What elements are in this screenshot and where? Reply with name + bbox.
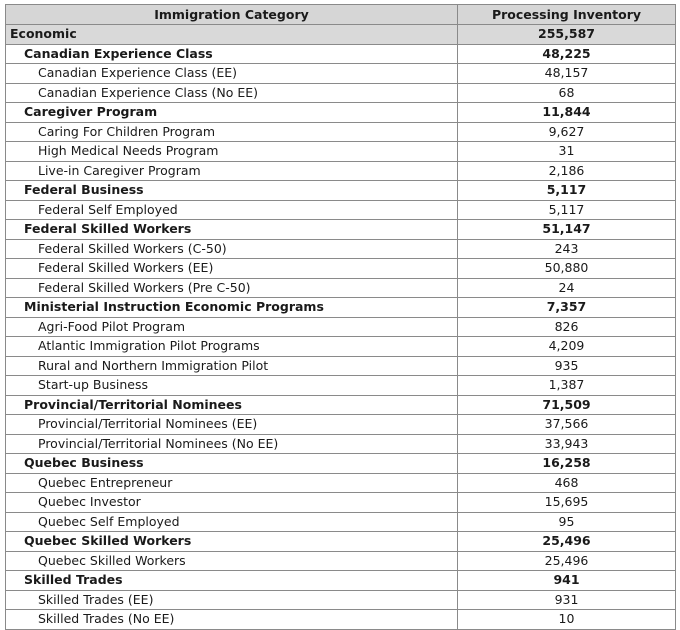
- table-row: [6, 161, 676, 181]
- table-row: [6, 278, 676, 298]
- table-row: [6, 142, 676, 162]
- table-row: [6, 434, 676, 454]
- header-immigration-category: Immigration Category: [6, 5, 458, 25]
- category-label: Federal Skilled Workers (Pre C-50): [6, 278, 458, 298]
- table-row: [6, 590, 676, 610]
- category-label: Quebec Skilled Workers: [6, 532, 458, 552]
- inventory-value: 50,880: [458, 259, 676, 279]
- inventory-value: 48,157: [458, 64, 676, 84]
- category-label: Skilled Trades (EE): [6, 590, 458, 610]
- category-label: Atlantic Immigration Pilot Programs: [6, 337, 458, 357]
- category-label: Caring For Children Program: [6, 122, 458, 142]
- table-row: [6, 512, 676, 532]
- category-label: Ministerial Instruction Economic Programs: [6, 298, 458, 318]
- inventory-value: 37,566: [458, 415, 676, 435]
- inventory-value: 5,117: [458, 181, 676, 201]
- inventory-value: 2,186: [458, 161, 676, 181]
- category-label: Provincial/Territorial Nominees: [6, 395, 458, 415]
- table-row: [6, 337, 676, 357]
- table-row: [6, 493, 676, 513]
- inventory-value: 826: [458, 317, 676, 337]
- category-label: Caregiver Program: [6, 103, 458, 123]
- table-row: [6, 317, 676, 337]
- category-label: Federal Business: [6, 181, 458, 201]
- category-label: Federal Skilled Workers (EE): [6, 259, 458, 279]
- category-label: Skilled Trades: [6, 571, 458, 591]
- category-label: Quebec Business: [6, 454, 458, 474]
- category-subtotal-row: [6, 220, 676, 240]
- category-subtotal-row: [6, 181, 676, 201]
- table-body: [6, 25, 676, 630]
- table-row: [6, 415, 676, 435]
- category-label: Quebec Self Employed: [6, 512, 458, 532]
- inventory-value: 71,509: [458, 395, 676, 415]
- inventory-value: 941: [458, 571, 676, 591]
- inventory-value: 16,258: [458, 454, 676, 474]
- inventory-value: 255,587: [458, 25, 676, 45]
- inventory-value: 931: [458, 590, 676, 610]
- category-label: Skilled Trades (No EE): [6, 610, 458, 630]
- category-subtotal-row: [6, 44, 676, 64]
- inventory-value: 243: [458, 239, 676, 259]
- header-processing-inventory: Processing Inventory: [458, 5, 676, 25]
- table-row: [6, 64, 676, 84]
- processing-inventory-table: [5, 4, 676, 630]
- inventory-value: 95: [458, 512, 676, 532]
- category-label: Start-up Business: [6, 376, 458, 396]
- category-label: Provincial/Territorial Nominees (EE): [6, 415, 458, 435]
- category-subtotal-row: [6, 532, 676, 552]
- category-label: Economic: [6, 25, 458, 45]
- inventory-value: 7,357: [458, 298, 676, 318]
- category-label: Rural and Northern Immigration Pilot: [6, 356, 458, 376]
- table-row: [6, 473, 676, 493]
- table-row: [6, 551, 676, 571]
- category-label: Federal Skilled Workers (C-50): [6, 239, 458, 259]
- inventory-value: 468: [458, 473, 676, 493]
- inventory-value: 15,695: [458, 493, 676, 513]
- inventory-value: 33,943: [458, 434, 676, 454]
- inventory-value: 48,225: [458, 44, 676, 64]
- table-row: [6, 200, 676, 220]
- category-subtotal-row: [6, 571, 676, 591]
- inventory-value: 25,496: [458, 551, 676, 571]
- table-row: [6, 83, 676, 103]
- category-label: Agri-Food Pilot Program: [6, 317, 458, 337]
- table-row: [6, 610, 676, 630]
- inventory-value: 5,117: [458, 200, 676, 220]
- inventory-value: 31: [458, 142, 676, 162]
- category-label: Quebec Investor: [6, 493, 458, 513]
- category-label: Quebec Skilled Workers: [6, 551, 458, 571]
- table-row: [6, 376, 676, 396]
- inventory-value: 68: [458, 83, 676, 103]
- category-subtotal-row: [6, 395, 676, 415]
- inventory-value: 25,496: [458, 532, 676, 552]
- category-group-row: [6, 25, 676, 45]
- inventory-value: 51,147: [458, 220, 676, 240]
- inventory-value: 11,844: [458, 103, 676, 123]
- category-label: Federal Skilled Workers: [6, 220, 458, 240]
- table-header-row: [6, 5, 676, 25]
- category-label: Provincial/Territorial Nominees (No EE): [6, 434, 458, 454]
- category-subtotal-row: [6, 454, 676, 474]
- category-label: High Medical Needs Program: [6, 142, 458, 162]
- inventory-value: 24: [458, 278, 676, 298]
- inventory-value: 1,387: [458, 376, 676, 396]
- category-label: Canadian Experience Class (No EE): [6, 83, 458, 103]
- inventory-value: 9,627: [458, 122, 676, 142]
- inventory-value: 935: [458, 356, 676, 376]
- table-row: [6, 239, 676, 259]
- category-label: Quebec Entrepreneur: [6, 473, 458, 493]
- category-subtotal-row: [6, 103, 676, 123]
- table-row: [6, 259, 676, 279]
- category-label: Canadian Experience Class: [6, 44, 458, 64]
- category-subtotal-row: [6, 298, 676, 318]
- inventory-table-container: [5, 4, 675, 630]
- category-label: Canadian Experience Class (EE): [6, 64, 458, 84]
- inventory-value: 10: [458, 610, 676, 630]
- inventory-value: 4,209: [458, 337, 676, 357]
- table-row: [6, 122, 676, 142]
- category-label: Live-in Caregiver Program: [6, 161, 458, 181]
- category-label: Federal Self Employed: [6, 200, 458, 220]
- table-row: [6, 356, 676, 376]
